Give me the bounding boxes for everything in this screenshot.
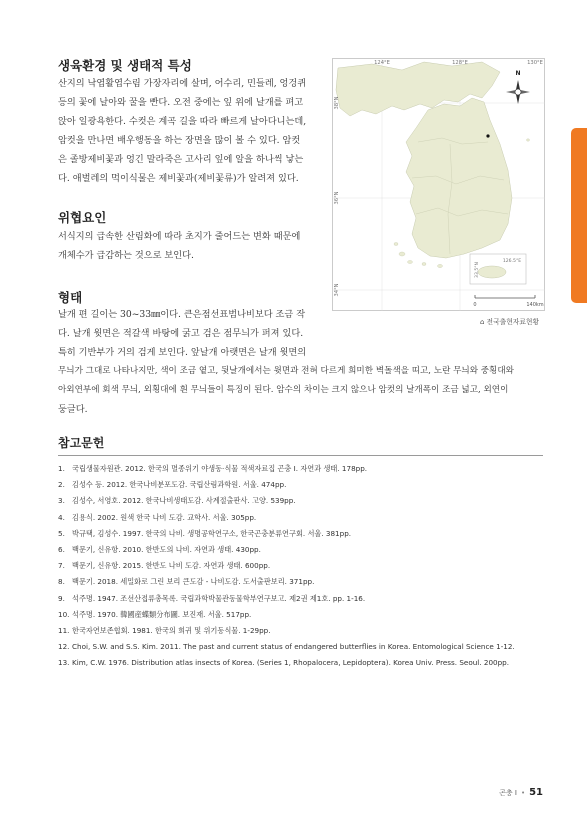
text-line: 둥글다. [58,404,88,415]
lon-label: 130°E [527,60,543,66]
text-line: 앉아 일광욕한다. 수컷은 계곡 길을 따라 빠르게 날아다니는데, [58,116,307,127]
text-line: 날개 편 길이는 30~33㎜이다. 큰은점선표범나비보다 조금 작 [58,309,306,320]
reference-text: 석주명. 1947. 조선산접류총목록. 국립과학박물관동물학부연구보고. 제2권 제1호. pp. 1-16. [72,593,366,603]
reference-item [58,510,515,526]
reference-item [58,623,515,639]
compass-north-label: N [515,70,521,77]
reference-item [58,558,515,574]
reference-item [58,461,515,477]
text-line: 특히 기반부가 거의 검게 보인다. 앞날개 아랫면은 날개 윗면의 [58,347,307,358]
reference-number: 10. [58,609,70,619]
page-footer [499,787,543,798]
reference-text: 박규택, 김성수. 1997. 한국의 나비. 생명공학연구소, 한국곤충분류연구회. 서울. 381pp. [72,528,352,538]
jeju-island [478,266,506,278]
text-line: 서식지의 급속한 산림화에 따라 초지가 줄어드는 변화 때문에 [58,231,301,242]
reference-number: 8. [58,577,65,587]
references-title: 참고문헌 [58,436,105,450]
text-line: 암컷을 만나면 배우행동을 하는 장면을 많이 볼 수 있다. 암컷 [58,135,301,146]
lat-label: 34°N [334,283,340,297]
reference-item [58,477,515,493]
reference-text: Kim, C.W. 1976. Distribution atlas insects of Korea. (Series 1, Rhopalocera, Lepidoptera). Korea Univ. Press. Seoul. 200pp. [72,658,509,668]
footer-separator: • [520,789,526,797]
reference-number: 5. [58,528,65,538]
text-line: 산지의 낙엽활엽수림 가장자리에 살며, 어수리, 민들레, 엉겅퀴 [58,78,307,89]
habitat-paragraph [58,74,306,188]
reference-item [58,493,515,509]
text-line: 등의 꽃에 날아와 꿀을 빤다. 오전 중에는 잎 위에 날개를 펴고 [58,97,304,108]
text-line: 은 졸방제비꽃과 엉긴 말라죽은 고사리 잎에 알을 하나씩 낳는 [58,154,304,165]
reference-number: 3. [58,496,65,506]
reference-text: 한국자연보존협회. 1981. 한국의 희귀 및 위기동식물. 1-29pp. [72,626,271,636]
inset-lon-label: 126.5°E [502,259,522,264]
page-number: 51 [529,787,543,798]
morphology-paragraph [58,305,514,419]
reference-number: 13. [58,658,70,668]
section-title-morphology: 형태 [58,290,83,305]
threat-paragraph [58,227,300,265]
scale-start-label: 0 [473,302,477,308]
lon-label: 128°E [452,60,468,66]
section-title-habitat: 생육환경 및 생태적 특성 [58,58,192,73]
occurrence-point [486,134,489,137]
map-pin-icon: ⌂ [480,318,485,326]
inset-lat-label: 33.5°N [475,262,480,278]
reference-number: 12. [58,642,70,652]
reference-item [58,574,515,590]
distribution-map [332,58,545,311]
text-line: 다. 날개 윗면은 적갈색 바탕에 굵고 검은 점무늬가 퍼져 있다. [58,328,304,339]
lon-label: 124°E [374,60,390,66]
section-title-threat: 위협요인 [58,210,107,225]
reference-text: 김성수, 서영호. 2012. 한국나비생태도감. 사계절출판사. 고양. 539pp. [72,496,296,506]
map-caption [480,316,539,326]
reference-text: 백문기, 신유항. 2015. 한반도 나비 도감. 자연과 생태. 600pp. [72,561,271,571]
scale-end-label: 140km [526,302,544,308]
reference-text: Choi, S.W. and S.S. Kim. 2011. The past and current status of endangered butterflies in Korea. Entomological Science 1-12. [72,642,515,652]
reference-item [58,607,515,623]
reference-text: 석주명. 1970. 韓國産蝶類分布圖. 보진재. 서울. 517pp. [72,609,252,619]
reference-number: 6. [58,545,65,555]
reference-item [58,591,515,607]
text-line: 개체수가 급감하는 것으로 보인다. [58,250,194,261]
reference-text: 백문기, 신유항. 2010. 한반도의 나비. 자연과 생태. 430pp. [72,545,261,555]
text-line: 무늬가 그대로 나타나지만, 색이 조금 옅고, 뒷날개에서는 윗면과 전혀 다르게 희미한 벽돌색을 띠고, 노란 무늬와 중횡대와 [58,366,514,376]
reference-number: 1. [58,464,65,473]
reference-text: 백문기. 2018. 세밀화로 그린 보리 큰도감 - 나비도감. 도서출판보리. 371pp. [72,577,315,587]
footer-section-label: 곤충 I [499,789,517,797]
reference-number: 9. [58,593,65,603]
reference-number: 7. [58,561,65,571]
reference-text: 김용식. 2002. 원색 한국 나비 도감. 교학사. 서울. 305pp. [72,512,257,522]
map-caption-text: 전국출현자료현황 [486,318,540,326]
reference-item [58,639,515,655]
text-line: 아외연부에 회색 무늬, 외횡대에 흰 무늬들이 특징이 된다. 암수의 차이는 크지 않으나 암컷의 날개폭이 조금 넓고, 외연이 [58,385,509,395]
reference-item [58,526,515,542]
reference-number: 2. [58,480,65,490]
lat-label: 36°N [334,191,340,205]
references-divider [58,455,543,456]
reference-number: 4. [58,512,65,522]
references-list [58,461,515,672]
reference-item [58,542,515,558]
reference-text: 국립생물자원관. 2012. 한국의 멸종위기 야생동·식물 적색자료집 곤충 I. 자연과 생태. 178pp. [72,464,368,473]
reference-item [58,655,515,671]
chapter-tab [571,128,587,303]
lat-label: 38°N [334,96,340,110]
reference-text: 김성수 등. 2012. 한국나비분포도감. 국립산림과학원. 서울. 474pp. [72,480,287,490]
reference-number: 11. [58,626,70,636]
text-line: 다. 애벌레의 먹이식물은 제비꽃과(제비꽃류)가 알려져 있다. [58,173,299,184]
